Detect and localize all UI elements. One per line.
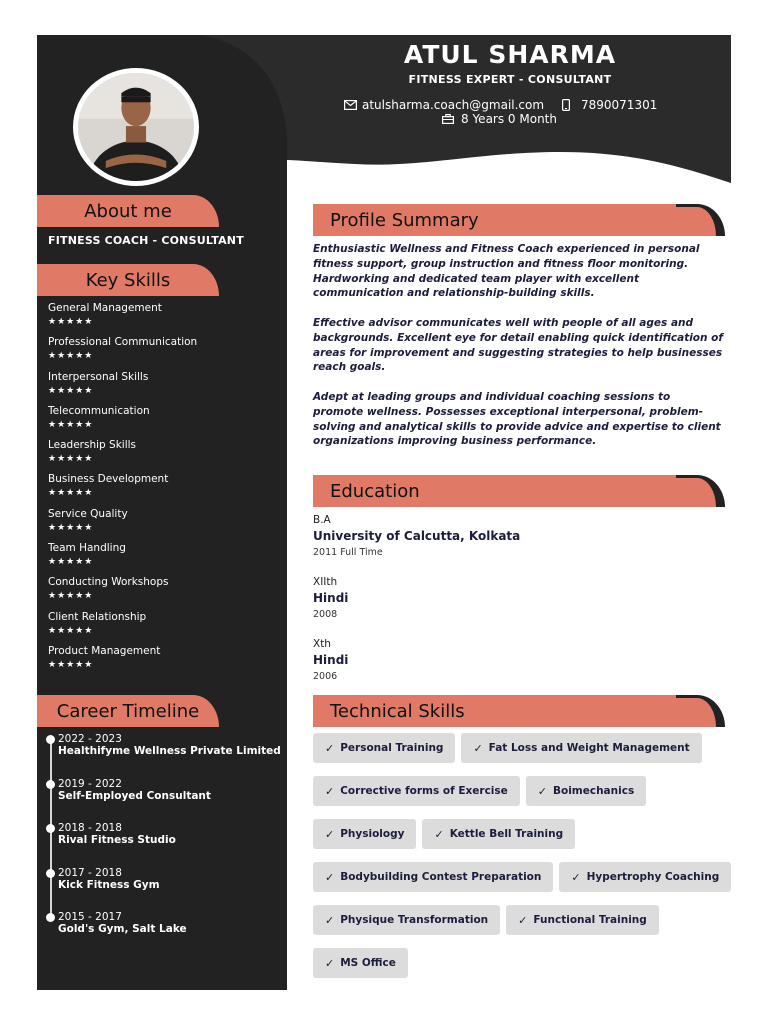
skill-item [48, 371, 278, 405]
technical-skill-label: Bodybuilding Contest Preparation [340, 871, 542, 883]
education-heading [313, 475, 725, 507]
email-icon [344, 100, 357, 110]
timeline-years: 2017 - 2018 [58, 866, 122, 879]
person-photo-icon [78, 73, 194, 181]
check-icon: ✓ [571, 870, 581, 884]
education-item [313, 638, 713, 700]
skill-item [48, 473, 278, 507]
skill-name: Service Quality [48, 507, 128, 520]
career-timeline [48, 733, 283, 956]
skill-item [48, 439, 278, 473]
skill-item [48, 645, 278, 679]
technical-skill-label: Fat Loss and Weight Management [488, 742, 690, 754]
education-institution: Hindi [313, 653, 349, 667]
skill-item [48, 611, 278, 645]
skill-item [48, 302, 278, 336]
education-institution: Hindi [313, 591, 349, 605]
timeline-dot-icon [46, 780, 55, 789]
technical-skill-chip [559, 862, 731, 892]
education-title: Education [330, 480, 420, 502]
candidate-name: ATUL SHARMA [403, 40, 617, 69]
timeline-organization: Rival Fitness Studio [58, 834, 176, 846]
phone-contact [562, 98, 657, 112]
star-rating-icon: ★★★★★ [48, 351, 94, 362]
technical-skill-label: Physiology [340, 828, 405, 840]
education-list [313, 514, 713, 700]
technical-skill-chip [313, 905, 500, 935]
education-institution: University of Calcutta, Kolkata [313, 529, 521, 543]
check-icon: ✓ [325, 870, 335, 884]
timeline-years: 2018 - 2018 [58, 822, 122, 834]
star-rating-icon: ★★★★★ [48, 488, 94, 499]
star-rating-icon: ★★★★★ [48, 419, 94, 430]
skill-name: Conducting Workshops [48, 576, 169, 589]
technical-skill-chip [526, 776, 646, 806]
check-icon: ✓ [325, 913, 335, 927]
skill-item [48, 542, 278, 576]
star-rating-icon: ★★★★★ [48, 522, 94, 533]
skill-item [48, 336, 278, 370]
skill-name: Interpersonal Skills [48, 370, 149, 383]
check-icon: ✓ [473, 741, 483, 755]
skill-name: Team Handling [48, 542, 126, 555]
star-rating-icon: ★★★★★ [48, 591, 94, 602]
technical-skill-chip [313, 733, 455, 763]
timeline-years: 2022 - 2023 [58, 733, 122, 745]
technical-skill-label: Hypertrophy Coaching [586, 871, 720, 883]
technical-skill-label: Personal Training [340, 742, 444, 754]
technical-skill-chip [313, 948, 408, 978]
key-skills-list [48, 302, 278, 679]
skill-item [48, 405, 278, 439]
timeline-item [48, 778, 283, 823]
technical-skills-heading [313, 695, 725, 727]
career-timeline-heading: Career Timeline [37, 695, 219, 727]
about-heading: About me [37, 195, 219, 227]
check-icon: ✓ [325, 784, 335, 798]
star-rating-icon: ★★★★★ [48, 557, 94, 568]
skill-name: Product Management [48, 644, 161, 657]
summary-paragraph: Enthusiastic Wellness and Fitness Coach experienced in personal fitness support, group instruction and fitness floor monitoring. Hardworking and dedicated team player with excellent communication and relationship-building skills. [313, 243, 700, 300]
skill-name: Business Development [48, 473, 169, 486]
timeline-item [48, 911, 283, 956]
timeline-dot-icon [46, 824, 55, 833]
education-item [313, 576, 713, 638]
star-rating-icon: ★★★★★ [48, 659, 94, 670]
skill-name: Client Relationship [48, 610, 147, 623]
skill-name: Leadership Skills [48, 439, 137, 452]
star-rating-icon: ★★★★★ [48, 454, 94, 465]
technical-skill-label: Corrective forms of Exercise [340, 785, 508, 797]
profile-summary-title: Profile Summary [330, 209, 479, 231]
technical-skill-label: MS Office [340, 957, 396, 969]
check-icon: ✓ [325, 827, 335, 841]
education-degree: XIIth [313, 576, 338, 588]
check-icon: ✓ [325, 741, 335, 755]
star-rating-icon: ★★★★★ [48, 385, 94, 396]
technical-skill-chip [506, 905, 659, 935]
timeline-years: 2015 - 2017 [58, 911, 122, 923]
timeline-dot-icon [46, 913, 55, 922]
timeline-organization: Self-Employed Consultant [58, 789, 211, 802]
timeline-dot-icon [46, 869, 55, 878]
star-rating-icon: ★★★★★ [48, 317, 94, 327]
technical-skill-chip [313, 819, 416, 849]
key-skills-heading: Key Skills [37, 264, 219, 296]
email-text: atulsharma.coach@gmail.com [362, 98, 545, 112]
mobile-phone-icon [562, 99, 570, 111]
skill-chip-row [313, 948, 733, 991]
technical-skill-chip [313, 776, 520, 806]
profile-photo [73, 68, 199, 186]
timeline-organization: Kick Fitness Gym [58, 878, 160, 891]
check-icon: ✓ [518, 913, 528, 927]
check-icon: ✓ [537, 784, 547, 798]
education-meta: 2006 [313, 671, 338, 682]
experience-text: 8 Years 0 Month [461, 112, 557, 126]
technical-skill-chip [461, 733, 701, 763]
timeline-item [48, 733, 283, 778]
technical-skill-label: Physique Transformation [340, 914, 489, 926]
candidate-title: FITNESS EXPERT - CONSULTANT [408, 73, 612, 86]
skill-chip-row [313, 819, 733, 862]
skill-item [48, 576, 278, 610]
skill-chip-row [313, 733, 733, 776]
technical-skills-list [313, 733, 733, 991]
education-meta: 2011 Full Time [313, 547, 383, 558]
skill-chip-row [313, 905, 733, 948]
education-item [313, 514, 713, 576]
phone-text: 7890071301 [581, 98, 658, 112]
profile-summary-heading [313, 204, 725, 236]
timeline-organization: Gold's Gym, Salt Lake [58, 923, 187, 935]
technical-skill-label: Boimechanics [552, 785, 635, 797]
check-icon: ✓ [434, 827, 444, 841]
technical-skill-chip [313, 862, 553, 892]
skill-name: Professional Communication [48, 336, 198, 349]
timeline-dot-icon [46, 735, 55, 744]
skill-chip-row [313, 776, 733, 819]
email-contact [344, 98, 544, 112]
skill-chip-row [313, 862, 733, 905]
star-rating-icon: ★★★★★ [48, 625, 94, 636]
technical-skill-label: Functional Training [533, 914, 647, 926]
technical-skill-label: Kettle Bell Training [449, 828, 564, 840]
education-degree: B.A [313, 514, 331, 526]
skill-name: General Management [48, 302, 162, 314]
summary-paragraph: Effective advisor communicates well with people of all ages and backgrounds. Excellent eye for detail enabling quick identification of areas for improvement and suggesting strategies to help businesses reach goals. [313, 316, 723, 374]
timeline-item [48, 867, 283, 912]
education-degree: Xth [313, 638, 331, 650]
timeline-organization: Healthifyme Wellness Private Limited [58, 745, 281, 757]
briefcase-icon [442, 114, 454, 124]
skill-name: Telecommunication [48, 404, 150, 417]
check-icon: ✓ [325, 956, 335, 970]
summary-paragraph: Adept at leading groups and individual coaching sessions to promote wellness. Possesses exceptional interpersonal, problem-solving and analytical skills to provide advice and expertise to client organizations improving business performance. [313, 390, 721, 448]
timeline-item [48, 822, 283, 867]
timeline-years: 2019 - 2022 [58, 777, 122, 790]
skill-item [48, 508, 278, 542]
profile-summary [313, 242, 723, 464]
experience-info [442, 112, 557, 126]
education-meta: 2008 [313, 609, 338, 620]
about-text: FITNESS COACH - CONSULTANT [48, 234, 244, 247]
technical-skills-title: Technical Skills [330, 700, 465, 722]
technical-skill-chip [422, 819, 575, 849]
